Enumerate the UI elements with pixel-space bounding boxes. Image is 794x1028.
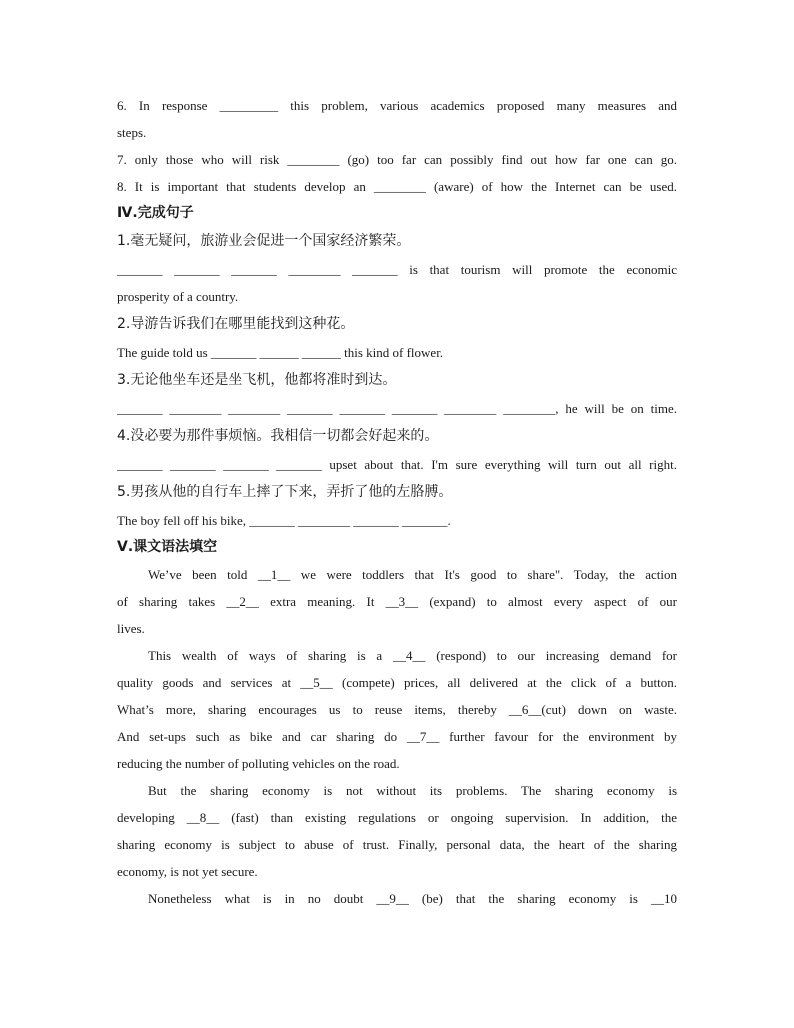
q6-line-2: steps. — [117, 125, 147, 140]
s4-item-1-english-2: prosperity of a country. — [117, 289, 239, 304]
section-4-heading: Ⅳ.完成句子 — [117, 205, 194, 221]
s4-item-3-english: _______ ________ ________ _______ _______ _______ ________ ________, he will be on time. — [117, 401, 677, 416]
s5-p1-line-2: of sharing takes __2__ extra meaning. It __3__ (expand) to almost every aspect of our — [117, 594, 677, 609]
s5-p1-line-1: We’ve been told __1__ we were toddlers that It's good to share". Today, the action — [148, 567, 677, 582]
s5-p3-line-4: economy, is not yet secure. — [117, 864, 258, 879]
worksheet-page — [117, 92, 677, 912]
s4-item-2-english: The guide told us _______ ______ ______ this kind of flower. — [117, 345, 444, 360]
s4-item-3-chinese: 3.无论他坐车还是坐飞机，他都将准时到达。 — [117, 372, 397, 388]
s5-p4-line-1: Nonetheless what is in no doubt __9__ (be) that the sharing economy is __10 — [148, 891, 677, 906]
s4-item-2-chinese: 2.导游告诉我们在哪里能找到这种花。 — [117, 316, 355, 332]
q7-line: 7. only those who will risk ________ (go) too far can possibly find out how far one can go. — [117, 152, 677, 167]
s5-p2-line-2: quality goods and services at __5__ (compete) prices, all delivered at the click of a button. — [117, 675, 677, 690]
s4-item-4-chinese: 4.没必要为那件事烦恼。我相信一切都会好起来的。 — [117, 428, 439, 444]
s5-p2-line-4: And set-ups such as bike and car sharing do __7__ further favour for the environment by — [117, 729, 677, 744]
s4-item-5-chinese: 5.男孩从他的自行车上摔了下来，弄折了他的左胳膊。 — [117, 484, 453, 500]
s4-item-4-english: _______ _______ _______ _______ upset about that. I'm sure everything will turn out all right. — [117, 457, 677, 472]
s5-p2-line-5: reducing the number of polluting vehicles on the road. — [117, 756, 400, 771]
s4-item-5-english: The boy fell off his bike, _______ ________ _______ _______. — [117, 513, 451, 528]
section-5-heading: Ⅴ.课文语法填空 — [117, 539, 218, 555]
q8-line: 8. It is important that students develop an ________ (aware) of how the Internet can be used. — [117, 179, 677, 194]
q6-line-1: 6. In response _________ this problem, various academics proposed many measures and — [117, 98, 677, 113]
s5-p1-line-3: lives. — [117, 621, 145, 636]
s5-p2-line-1: This wealth of ways of sharing is a __4__ (respond) to our increasing demand for — [148, 648, 677, 663]
s4-item-1-english-1: _______ _______ _______ ________ _______ is that tourism will promote the economic — [117, 262, 677, 277]
s5-p3-line-3: sharing economy is subject to abuse of trust. Finally, personal data, the heart of the sharing — [117, 837, 677, 852]
s5-p3-line-2: developing __8__ (fast) than existing regulations or ongoing supervision. In addition, the — [117, 810, 677, 825]
s5-p2-line-3: What’s more, sharing encourages us to reuse items, thereby __6__(cut) down on waste. — [117, 702, 677, 717]
s5-p3-line-1: But the sharing economy is not without its problems. The sharing economy is — [148, 783, 677, 798]
s4-item-1-chinese: 1.毫无疑问，旅游业会促进一个国家经济繁荣。 — [117, 233, 411, 249]
